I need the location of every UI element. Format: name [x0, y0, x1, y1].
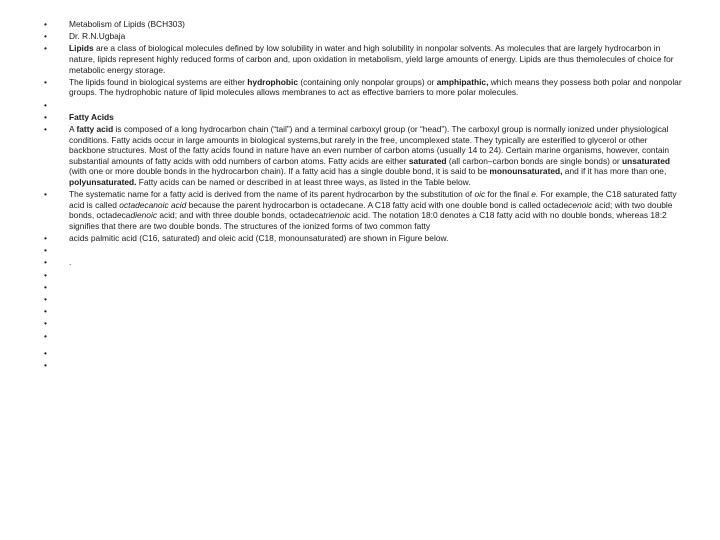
- paragraph-figure-reference: • acids palmitic acid (C16, saturated) and oleic acid (C18, monounsaturated) are shown in Figure below.: [44, 233, 684, 244]
- empty-bullet: [44, 100, 684, 111]
- term-hydrophobic: hydrophobic: [247, 76, 299, 87]
- paragraph-systematic-naming: • The systematic name for a fatty acid is derived from the name of its parent hydrocarbon by the substitution of oic for the final e. For example, the C18 saturated fatty acid is called octadecanoic acid because the parent hydrocarbon is octadecane. A C18 fatty acid with one double bond is called octadecenoic acid; with two double bonds, octadecadienoic acid; and with three double bonds, octadecatrienoic acid. The notation 18:0 denotes a C18 fatty acid with no double bonds, whereas 18:2 signifies that there are two double bonds. The structures of the ionized forms of two common fatty: [44, 189, 684, 231]
- empty-bullet: [44, 348, 684, 359]
- paragraph-lipid-types: • The lipids found in biological systems are either hydrophobic (containing only nonpolar groups) or amphipathic, which means they possess both polar and nonpolar groups. The hydrophobic nature of lipid molecules allows membranes to act as effective barriers to more polar molecules.: [44, 77, 684, 98]
- empty-bullet: [44, 306, 684, 317]
- paragraph-fatty-acid-structure: • A fatty acid is composed of a long hydrocarbon chain (“tail”) and a terminal carboxyl group (or “head”). The carboxyl group is normally ionized under physiological conditions. Fatty acids occur in large amounts in biological systems,but rarely in the free, uncomplexed state. They typically are esterified to glycerol or other backbone structures. Most of the fatty acids found in nature have an even number of carbon atoms (usually 14 to 24). Certain marine organisms, however, contain substantial amounts of fatty acids with odd numbers of carbon atoms. Fatty acids are either saturated (all carbon–carbon bonds are single bonds) or unsaturated (with one or more double bonds in the hydrocarbon chain). If a fatty acid has a single double bond, it is said to be monounsaturated, and if it has more than one, polyunsaturated. Fatty acids can be named or described in at least three ways, as listed in the Table below.: [44, 124, 684, 188]
- empty-bullet: [44, 282, 684, 293]
- empty-bullet: [44, 360, 684, 371]
- term-lipids: Lipids: [69, 43, 94, 54]
- empty-bullet: [44, 270, 684, 281]
- slide-title: • Metabolism of Lipids (BCH303): [44, 19, 684, 30]
- empty-bullet: [44, 318, 684, 329]
- dot-bullet: • .: [44, 257, 684, 268]
- author: • Dr. R.N.Ugbaja: [44, 31, 684, 42]
- section-heading-fatty-acids: • Fatty Acids: [44, 112, 684, 123]
- empty-bullet: [44, 245, 684, 256]
- empty-bullet: [44, 331, 684, 342]
- bullet-list: [44, 19, 684, 372]
- empty-bullet: [44, 294, 684, 305]
- paragraph-lipids-definition: • Lipids are a class of biological molecules defined by low solubility in water and high solubility in nonpolar solvents. As molecules that are largely hydrocarbon in nature, lipids represent highly reduced forms of carbon and, upon oxidation in metabolism, yield large amounts of energy. Lipids are thus themolecules of choice for metabolic energy storage.: [44, 43, 684, 75]
- term-amphipathic: amphipathic,: [436, 76, 489, 87]
